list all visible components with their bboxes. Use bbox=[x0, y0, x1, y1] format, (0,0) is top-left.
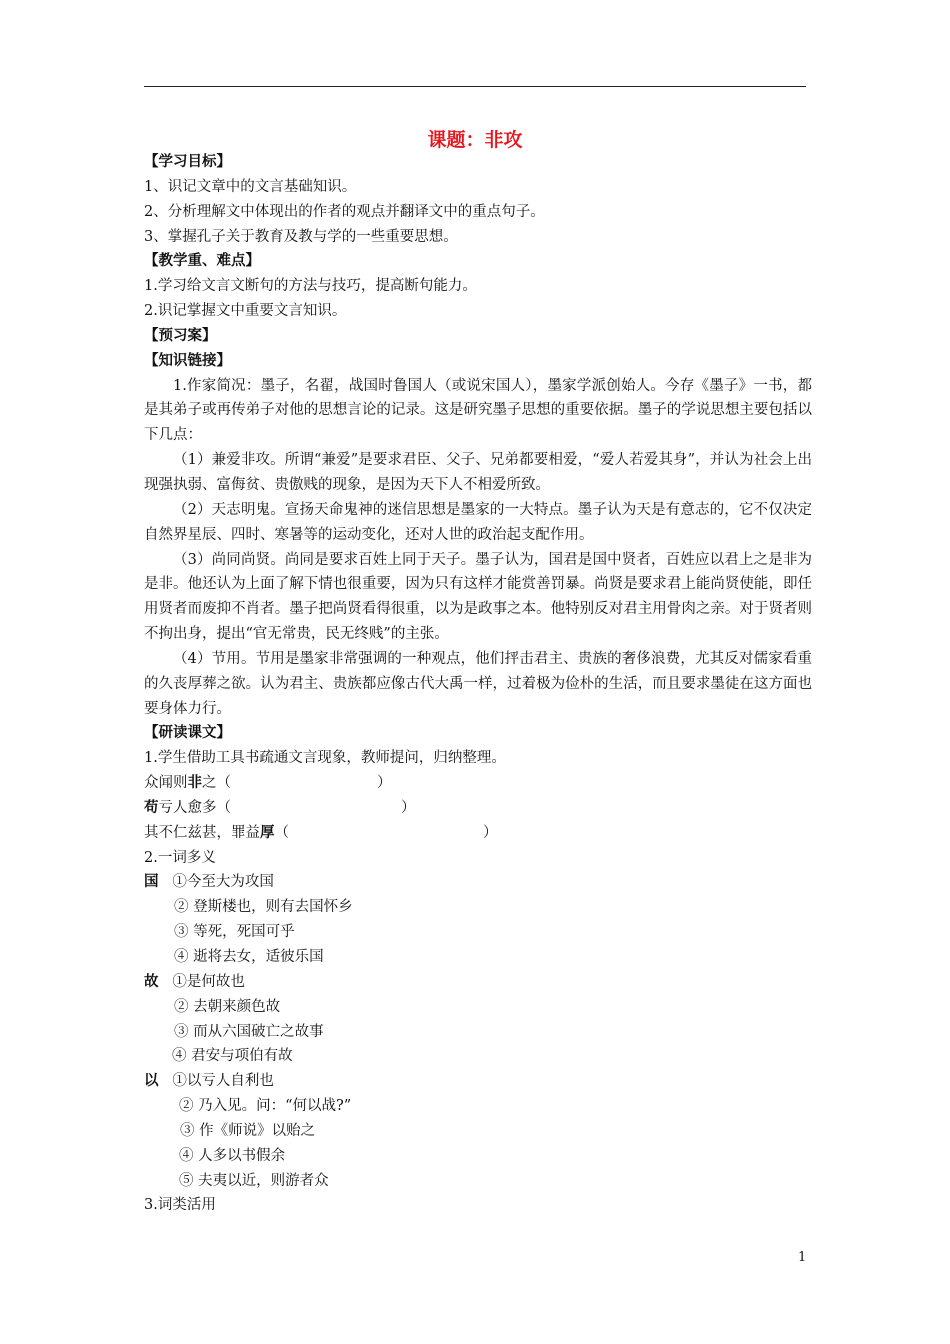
polysemy-example: ③ 而从六国破亡之故事 bbox=[174, 1023, 324, 1040]
knowledge-paragraph: （4）节用。节用是墨家非常强调的一种观点，他们抨击君主、贵族的奢侈浪费，尤其反对儒家看重的久丧厚葬之欲。认为君主、贵族都应像古代大禹一样，过着极为俭朴的生活，而且要求墨徒在这方面也要身体力行。 bbox=[144, 650, 812, 717]
objective-item: 3、掌握孔子关于教育及教与学的一些重要思想。 bbox=[144, 228, 458, 245]
study-task-3: 3.词类活用 bbox=[144, 1197, 216, 1214]
polysemy-example: ①今至大为攻国 bbox=[172, 874, 274, 891]
polysemy-example: ④ 逝将去女，适彼乐国 bbox=[174, 949, 324, 965]
key-points-heading: 【教学重、难点】 bbox=[144, 253, 260, 270]
polysemy-example: ② 去朝来颜色故 bbox=[174, 998, 281, 1015]
exercise-question-1 bbox=[144, 771, 812, 796]
question-text: 众闻则 bbox=[144, 775, 188, 792]
polysemy-example: ①以亏人自利也 bbox=[172, 1073, 274, 1090]
key-point-item: 2.识记掌握文中重要文言知识。 bbox=[144, 303, 347, 320]
polysemy-word: 国 bbox=[144, 874, 159, 891]
exercise-question-2 bbox=[144, 796, 812, 821]
preview-heading: 【预习案】 bbox=[144, 327, 217, 344]
polysemy-example: ⑤ 夫夷以近，则游者众 bbox=[179, 1172, 329, 1189]
key-word: 厚 bbox=[260, 824, 275, 841]
knowledge-paragraph: 1.作家简况：墨子，名翟，战国时鲁国人（或说宋国人），墨家学派创始人。今存《墨子》一书，都是其弟子或再传弟子对他的思想言论的记录。这是研究墨子思想的重要依据。墨子的学说思想主要包括以下几点： bbox=[144, 377, 812, 444]
polysemy-example: ④ 君安与项伯有故 bbox=[172, 1048, 293, 1065]
key-word: 非 bbox=[187, 775, 202, 792]
exercise-question-3 bbox=[144, 821, 812, 846]
knowledge-paragraph: （3）尚同尚贤。尚同是要求百姓上同于天子。墨子认为，国君是国中贤者，百姓应以君上之是非为是非。他还认为上面了解下情也很重要，因为只有这样才能赏善罚暴。尚贤是要求君上能尚贤使能，即任用贤者而废抑不肖者。墨子把尚贤看得很重，以为是政事之本。他特别反对君主用骨肉之亲。对于贤者则不拘出身，提出“官无常贵，民无终贱”的主张。 bbox=[144, 551, 812, 643]
knowledge-paragraph: （2）天志明鬼。宣扬天命鬼神的迷信思想是墨家的一大特点。墨子认为天是有意志的，它不仅决定自然界星辰、四时、寒暑等的运动变化，还对人世的政治起支配作用。 bbox=[144, 501, 812, 543]
polysemy-word: 故 bbox=[144, 973, 159, 990]
key-point-item: 1.学习给文言文断句的方法与技巧，提高断句能力。 bbox=[144, 278, 477, 295]
objective-item: 2、分析理解文中体现出的作者的观点并翻译文中的重点句子。 bbox=[144, 203, 545, 220]
question-text: ） bbox=[377, 775, 392, 792]
knowledge-heading: 【知识链接】 bbox=[144, 352, 231, 369]
polysemy-example: ④ 人多以书假余 bbox=[179, 1147, 286, 1164]
objectives-heading: 【学习目标】 bbox=[144, 154, 231, 170]
polysemy-entry bbox=[144, 970, 812, 995]
question-text: 亏人愈多（ bbox=[158, 799, 231, 816]
question-text: 之（ bbox=[202, 775, 231, 792]
study-task-1: 1.学生借助工具书疏通文言现象，教师提问，归纳整理。 bbox=[144, 750, 506, 767]
study-task-2: 2.一词多义 bbox=[144, 849, 216, 866]
polysemy-example: ③ 等死，死国可乎 bbox=[174, 924, 295, 941]
header-rule bbox=[144, 86, 806, 87]
question-text: ） bbox=[401, 799, 416, 816]
question-text: ） bbox=[483, 824, 498, 841]
page-title: 课题：非攻 bbox=[427, 129, 523, 151]
objective-item: 1、识记文章中的文言基础知识。 bbox=[144, 178, 357, 195]
polysemy-entry bbox=[144, 1069, 812, 1094]
polysemy-example: ② 乃入见。问：“何以战?” bbox=[179, 1098, 352, 1115]
question-text: 其不仁兹甚，罪益 bbox=[144, 824, 260, 841]
key-word: 苟 bbox=[144, 799, 159, 816]
page-number: 1 bbox=[798, 1250, 807, 1265]
polysemy-example: ② 登斯楼也，则有去国怀乡 bbox=[174, 899, 353, 916]
document-body bbox=[144, 150, 812, 1218]
study-heading: 【研读课文】 bbox=[144, 725, 231, 742]
polysemy-example: ①是何故也 bbox=[172, 973, 245, 990]
polysemy-entry bbox=[144, 870, 812, 895]
question-text: （ bbox=[274, 824, 289, 841]
polysemy-word: 以 bbox=[144, 1073, 159, 1090]
polysemy-example: ③ 作《师说》以贻之 bbox=[180, 1122, 316, 1139]
knowledge-paragraph: （1）兼爱非攻。所谓“兼爱”是要求君臣、父子、兄弟都要相爱，“爱人若爱其身”，并认为社会上出现强执弱、富侮贫、贵傲贱的现象，是因为天下人不相爱所致。 bbox=[144, 452, 812, 493]
